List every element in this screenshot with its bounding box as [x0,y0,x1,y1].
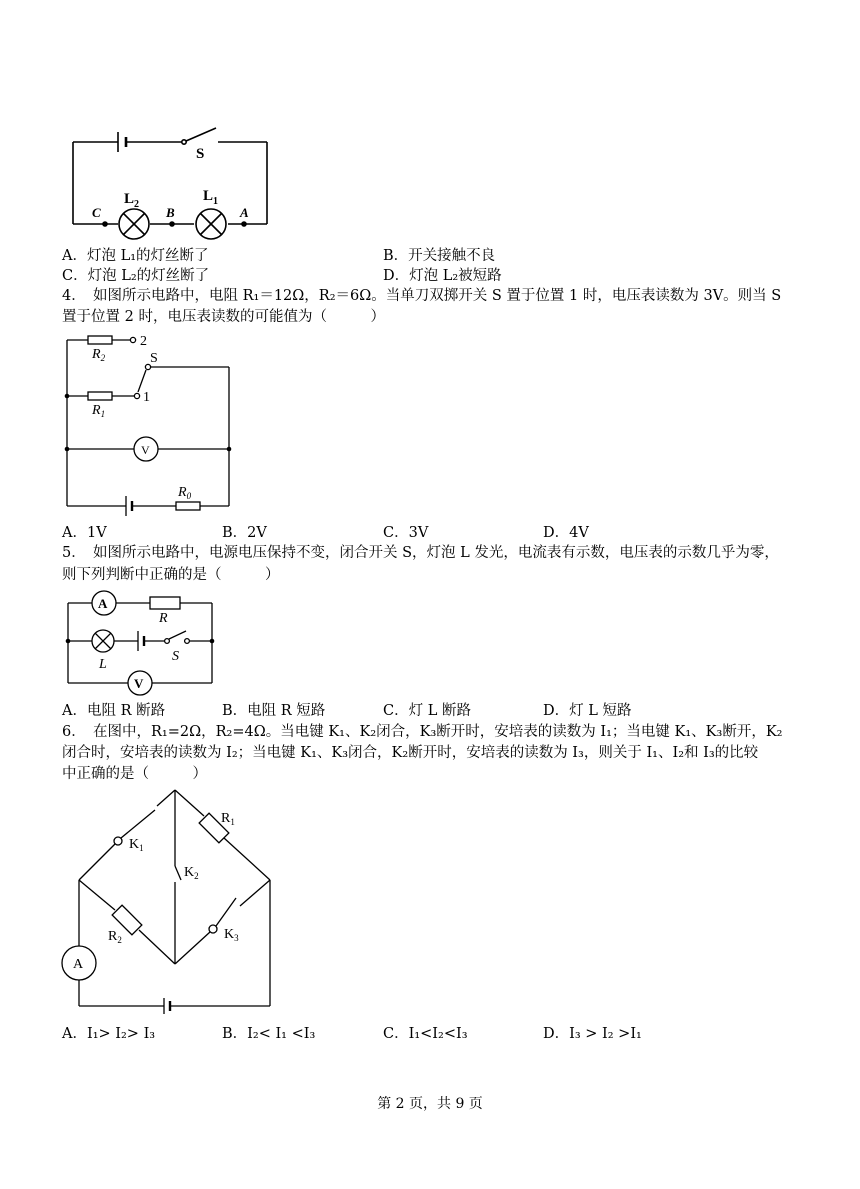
q5-option-b[interactable]: B．电阻 R 短路 [222,703,326,719]
q3-option-c[interactable]: C．灯泡 L₂的灯丝断了 [62,268,210,284]
svg-text:2: 2 [140,334,147,349]
q4-option-b[interactable]: B．2V [222,525,267,541]
svg-text:R1: $R_1$ [221,811,235,827]
q4-option-a[interactable]: A．1V [62,525,107,541]
svg-text:B: B [166,205,175,220]
svg-text:L: L [99,657,107,672]
q4-option-d[interactable]: D．4V [543,525,589,541]
svg-text:A: A [98,596,108,611]
q4-stem-line1: 4． 如图所示电路中，电阻 R₁＝12Ω，R₂＝6Ω。当单刀双掷开关 S 置于位置 1 时，电压表读数为 3V。则当 S [62,288,782,304]
svg-text:V: V [134,676,144,691]
q6-option-a[interactable]: A．I₁> I₂> I₃ [62,1026,156,1042]
q5-option-a[interactable]: A．电阻 R 断路 [62,703,166,719]
q4-stem-line2: 置于位置 2 时，电压表读数的可能值为（ ） [62,309,385,325]
svg-text:C: C [92,205,101,220]
q6-option-b[interactable]: B．I₂< I₁ <I₃ [222,1026,316,1042]
svg-text:A: A [73,957,84,972]
svg-text:S: S [150,351,158,366]
svg-text:1: 1 [143,390,150,405]
svg-text:R0: $R_0$ [178,485,192,501]
q6-stem-line2: 闭合时，安培表的读数为 I₂；当电键 K₁、K₃闭合，K₂断开时，安培表的读数为 I₃，则关于 I₁、I₂和 I₃的比较 [62,745,759,761]
svg-text:R2: $R_2$ [108,929,122,945]
q4-option-c[interactable]: C．3V [383,525,429,541]
svg-text:R1: $R_1$ [92,403,106,419]
q6-option-c[interactable]: C．I₁<I₂<I₃ [383,1026,468,1042]
svg-text:R2: $R_2$ [92,347,106,363]
svg-text:K1: $K_1$ [129,837,144,853]
svg-text:V: V [141,443,150,457]
q3-option-a[interactable]: A．灯泡 L₁的灯丝断了 [62,248,209,264]
svg-text:S: S [172,649,179,664]
svg-text:R: R [159,611,168,626]
q6-stem-line3: 中正确的是（ ） [62,766,207,782]
q5-option-d[interactable]: D．灯 L 短路 [543,703,632,719]
svg-text:L2: $L_2$ [124,191,140,210]
q3-option-d[interactable]: D．灯泡 L₂被短路 [383,268,502,284]
svg-text:L1: $L_1$ [203,188,219,207]
svg-text:K2: $K_2$ [184,865,199,881]
svg-text:K3: $K_3$ [224,927,239,943]
q5-stem-line1: 5． 如图所示电路中，电源电压保持不变，闭合开关 S，灯泡 L 发光，电流表有示数，电压表的示数几乎为零， [62,545,779,561]
q3-switch-label: S [196,146,205,162]
page-footer: 第 2 页，共 9 页 [377,1096,483,1112]
q3-option-b[interactable]: B．开关接触不良 [383,248,496,264]
q5-option-c[interactable]: C．灯 L 断路 [383,703,471,719]
q6-stem-line1: 6． 在图中，R₁=2Ω，R₂=4Ω。当电键 K₁、K₂闭合，K₃断开时，安培表的读数为 I₁；当电键 K₁、K₃断开，K₂ [62,724,783,740]
svg-text:A: A [240,205,249,220]
q5-stem-line2: 则下列判断中正确的是（ ） [62,567,280,583]
q6-option-d[interactable]: D．I₃ > I₂ >I₁ [543,1026,642,1042]
